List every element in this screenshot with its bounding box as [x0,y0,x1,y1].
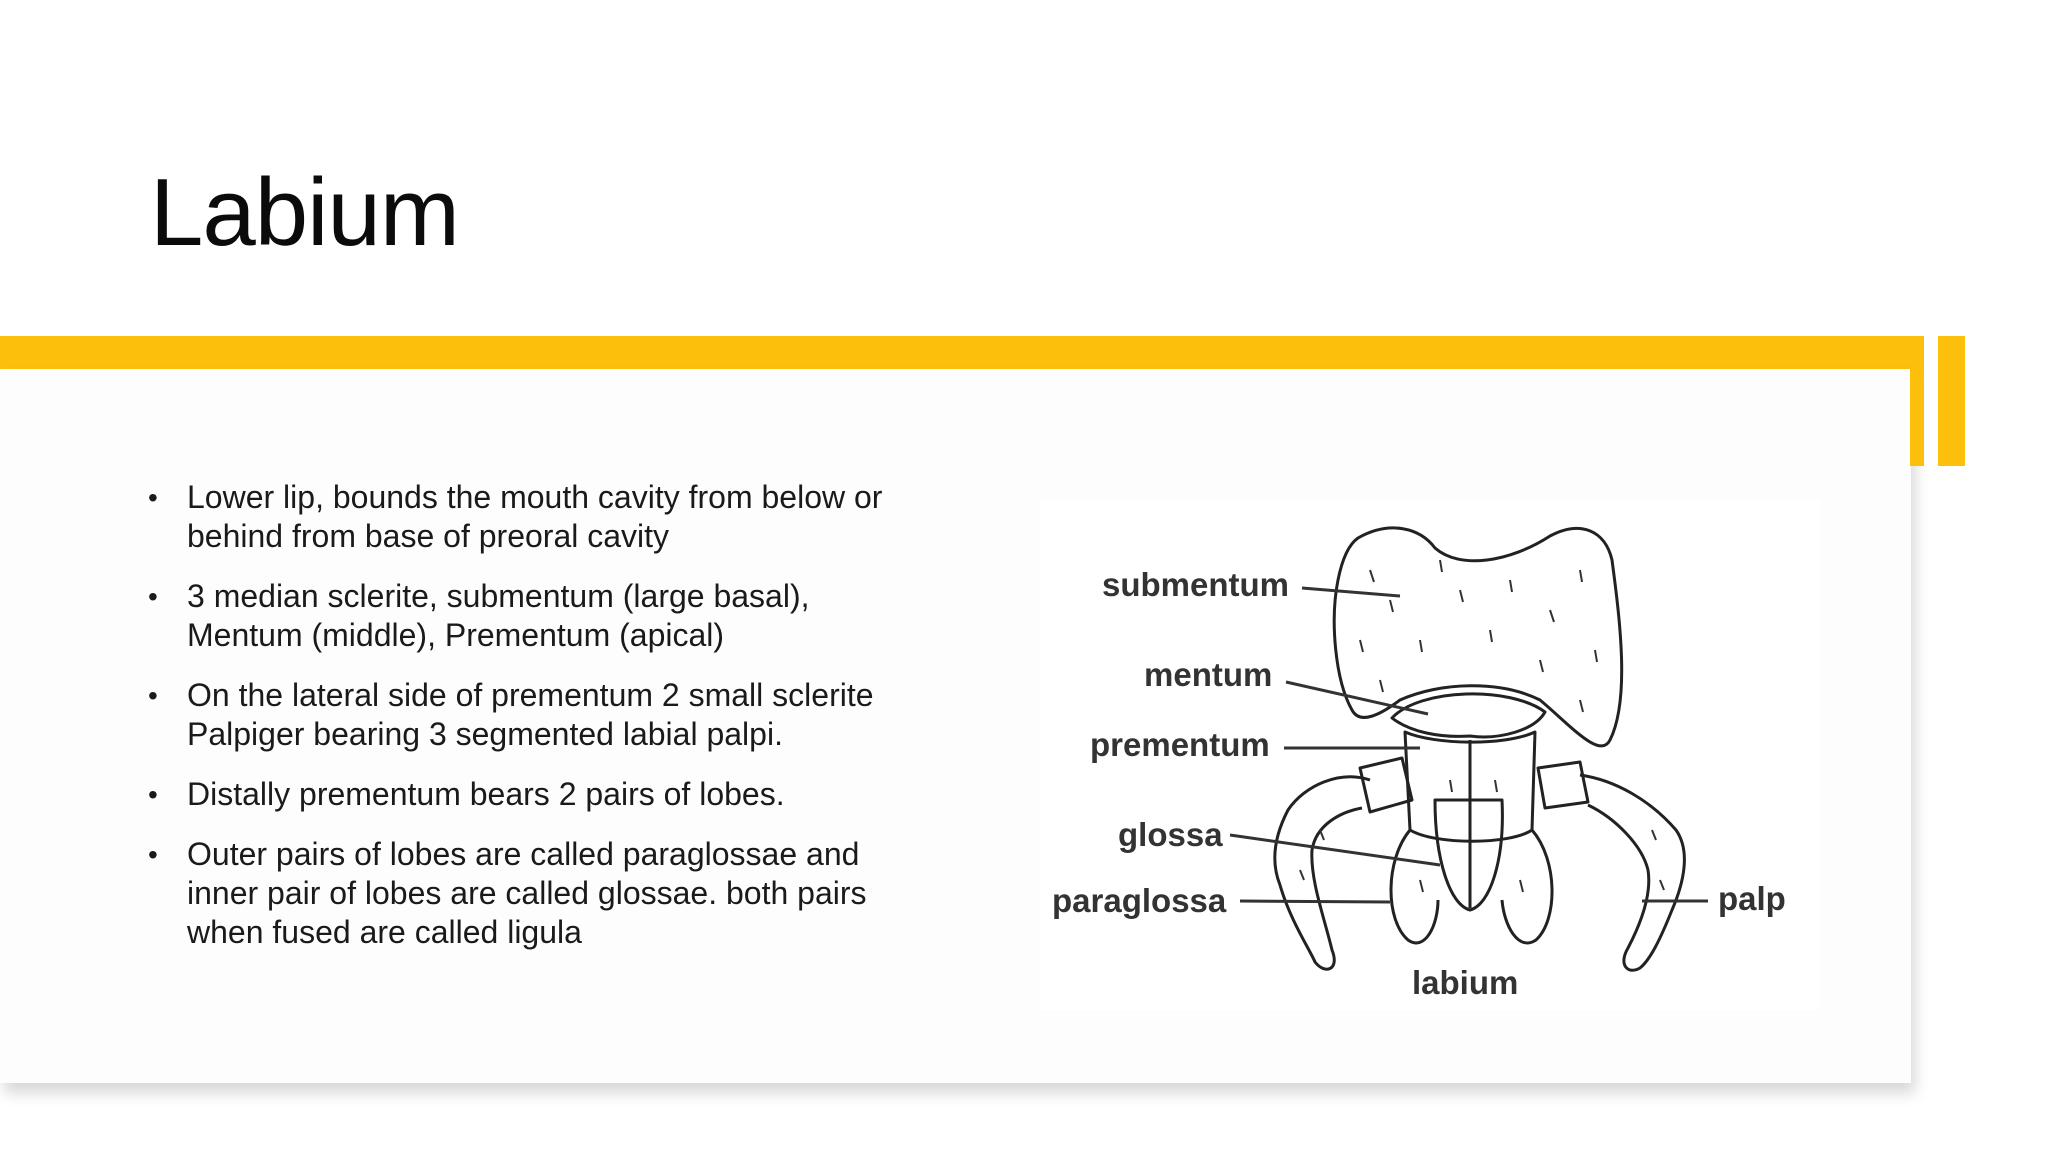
bullet-list [140,478,900,973]
label-submentum: submentum [1102,566,1290,603]
accent-bar [0,336,1922,369]
palpiger-left-shape [1360,758,1412,812]
label-palp: palp [1718,880,1786,917]
bullet-item: • Lower lip, bounds the mouth cavity from below or behind from base of preoral cavity [140,478,900,556]
bullet-item: • 3 median sclerite, submentum (large basal), Mentum (middle), Prementum (apical) [140,577,900,655]
submentum-shape [1334,528,1621,746]
accent-side-bar-inner [1910,336,1924,466]
labium-diagram [1040,500,1820,1010]
bullet-item: • Distally prementum bears 2 pairs of lobes. [140,775,900,814]
palp-right-shape [1580,775,1684,970]
mentum-shape [1392,694,1545,737]
paraglossa-left-shape [1391,830,1438,943]
slide-title: Labium [150,159,459,266]
label-glossa: glossa [1118,816,1223,853]
label-prementum: prementum [1090,726,1270,763]
palpiger-right-shape [1538,762,1588,808]
figure-caption: labium [1412,964,1519,1001]
label-paraglossa: paraglossa [1052,882,1227,919]
accent-side-bar-outer [1938,336,1965,466]
bullet-item: • On the lateral side of prementum 2 small sclerite Palpiger bearing 3 segmented labial palpi. [140,676,900,754]
paraglossa-right-shape [1502,830,1552,943]
bullet-item: • Outer pairs of lobes are called paraglossae and inner pair of lobes are called glossae. both pairs when fused are called ligula [140,835,900,952]
labium-diagram-svg [1040,500,1820,1010]
label-mentum: mentum [1144,656,1273,693]
palp-left-shape [1275,777,1370,969]
